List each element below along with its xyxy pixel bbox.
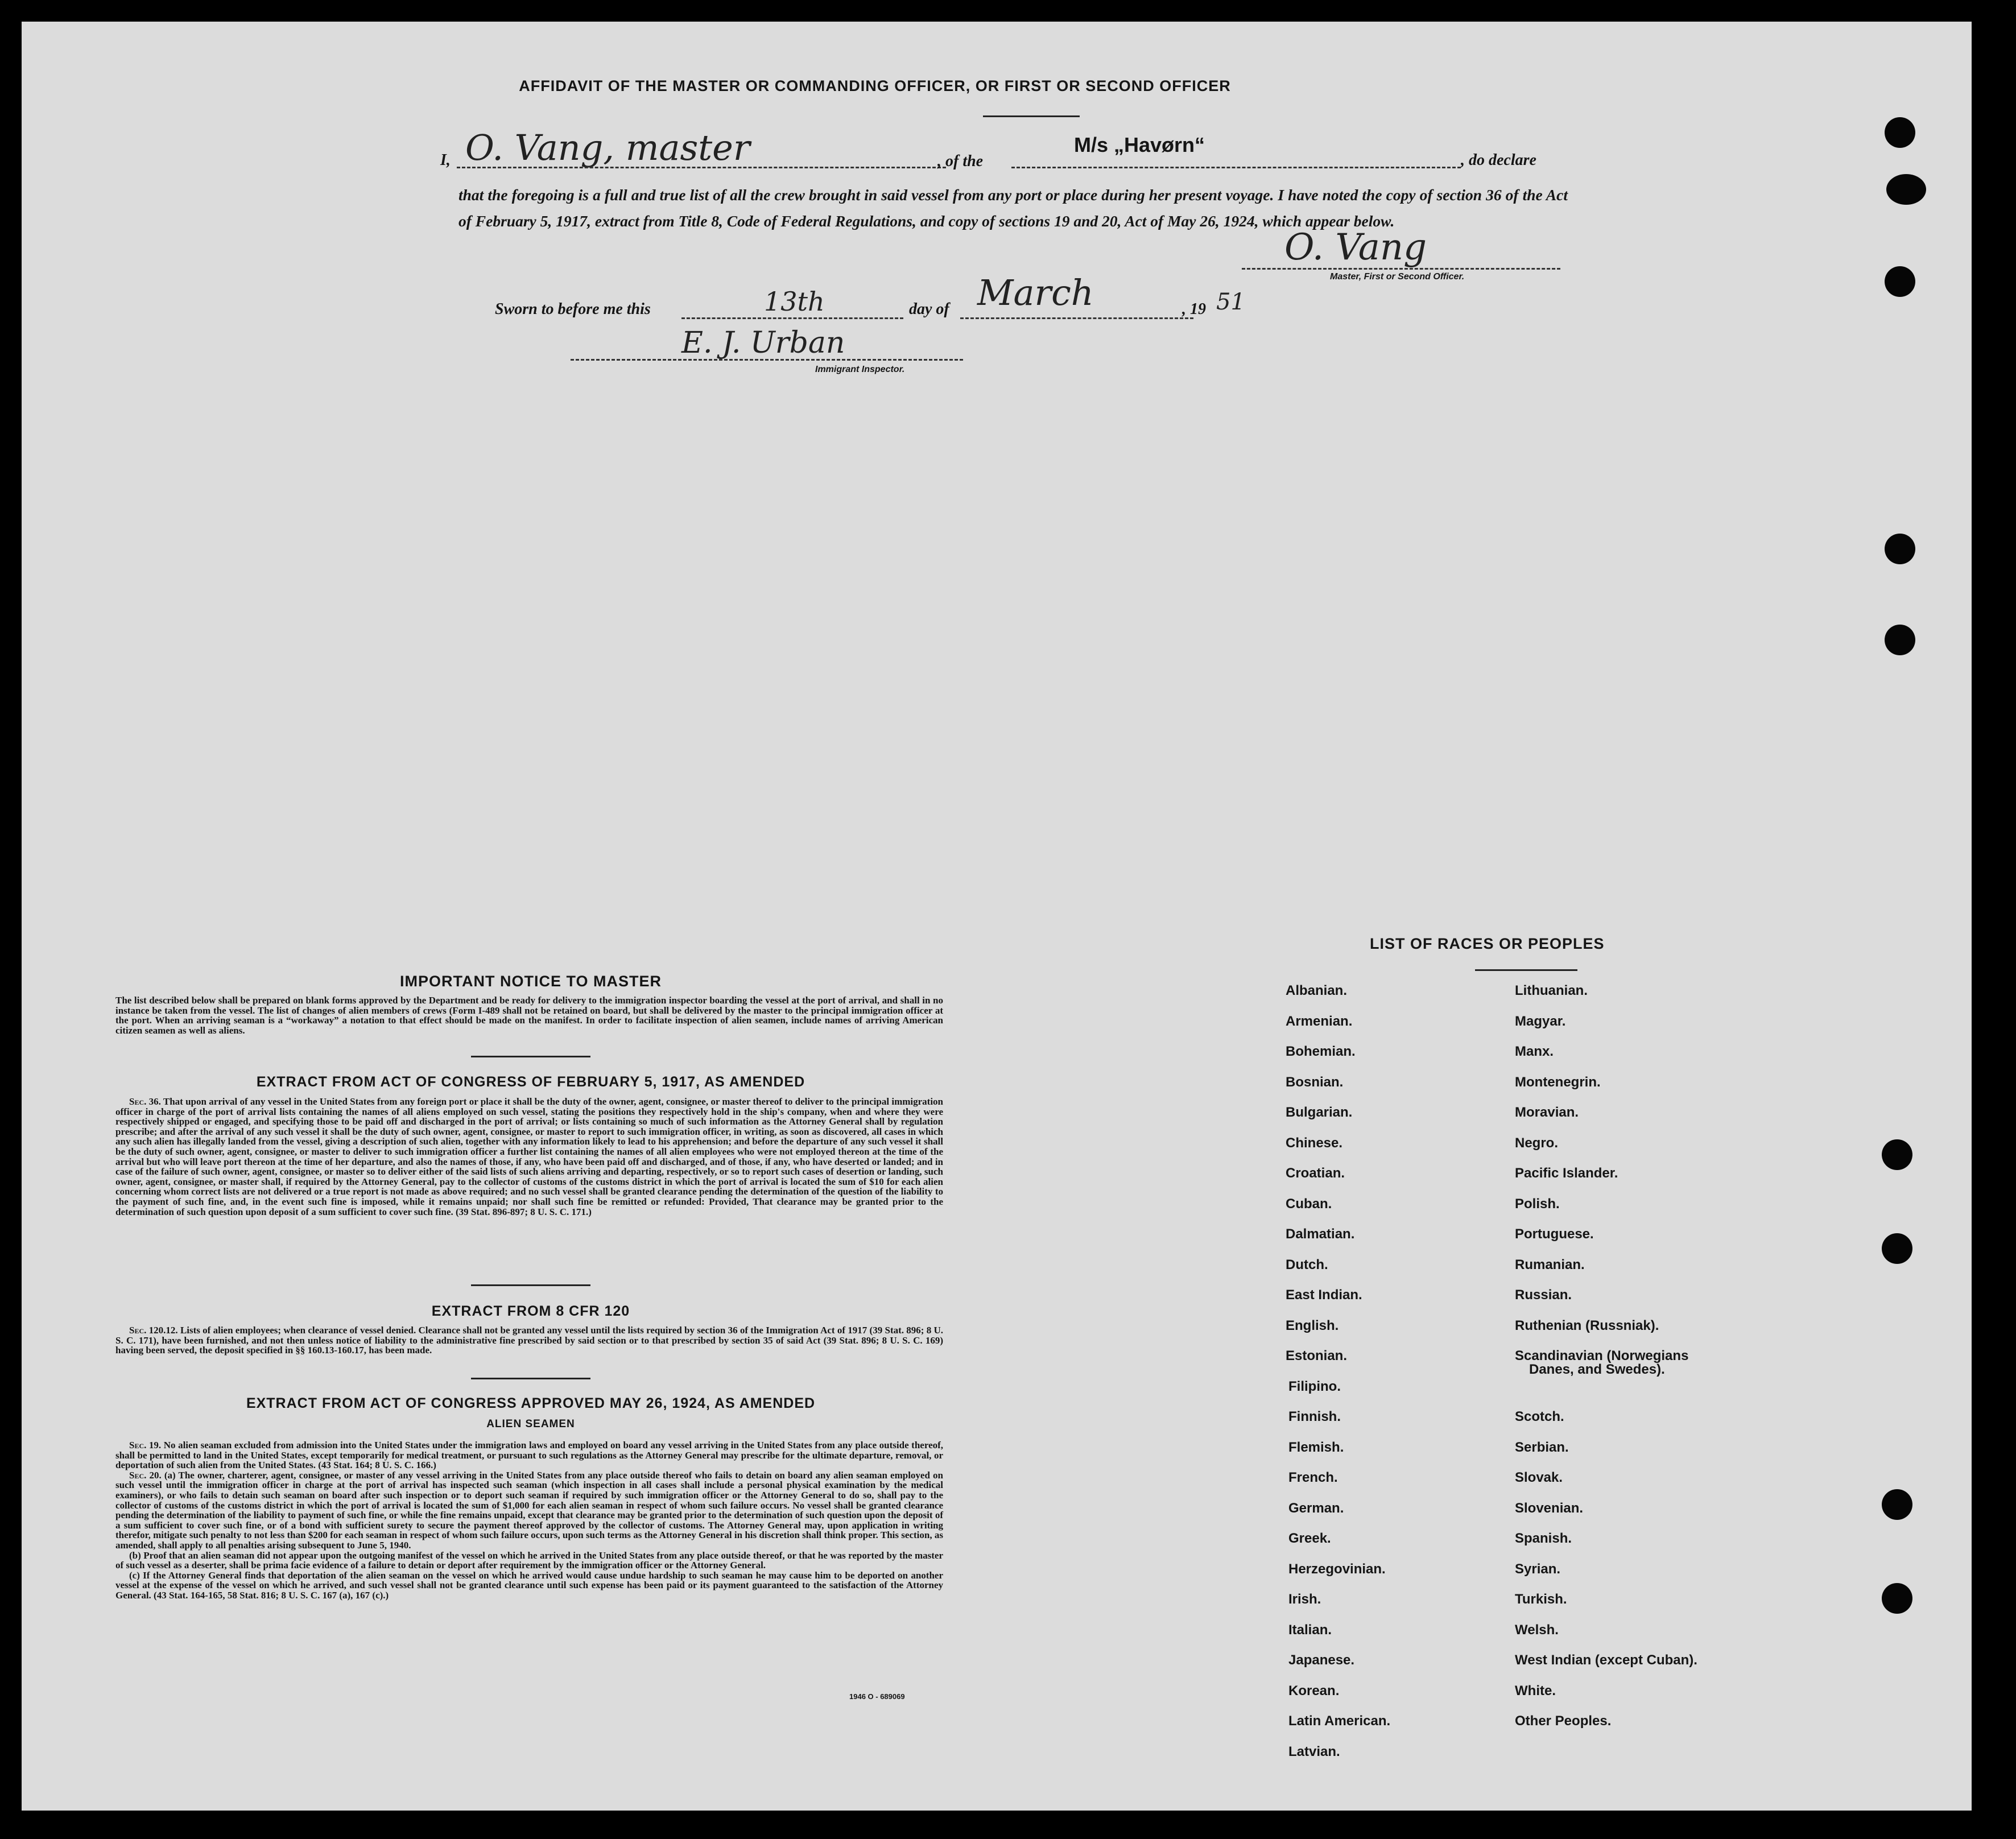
of-the-label: , of the [937, 152, 984, 170]
sec-20b-body: (b) Proof that an alien seaman did not appear upon the outgoing manifest of the vessel on which he arrived in the United States from any place outside thereof, or that he was reported by the master of such vessel as a deserter, shall be prima facie evidence of a failure to detain or deport after requirement by the immigration officer or the Attorney General. [115, 1549, 943, 1571]
punch-hole [1885, 117, 1915, 148]
affidavit-title: AFFIDAVIT OF THE MASTER OR COMMANDING OFFICER, OR FIRST OR SECOND OFFICER [519, 77, 1231, 94]
inspector-caption: Immigrant Inspector. [815, 365, 905, 374]
divider [471, 1284, 590, 1286]
vessel-line [1011, 167, 1461, 168]
race-item: Danes, and Swedes). [1529, 1362, 1665, 1377]
divider [1475, 969, 1577, 971]
sec-20-label: Sec. 20. [129, 1469, 162, 1481]
master-caption: Master, First or Second Officer. [1330, 272, 1465, 282]
notice-text: The list described below shall be prepared on blank forms approved by the Department and be ready for delivery to the immigration inspector boarding the vessel at the port of arrival, and shall in no instance be taken from the vessel. The list of changes of alien members of crews (Form I-489 shall not be retained on board, but shall be delivered by the master to the principal immigration officer at the port. When an arriving seaman is a “workaway” a notation to that effect should be made on the manifest. In order to facilitate inspection of alien seamen, include names of arriving American citizen seamen as well as aliens. [115, 995, 943, 1036]
race-item: Croatian. [1286, 1166, 1345, 1181]
race-item: Estonian. [1286, 1348, 1348, 1363]
race-item: White. [1515, 1683, 1556, 1699]
master-line [1242, 268, 1560, 270]
race-item: Korean. [1288, 1683, 1340, 1699]
master-signature: O. Vang [1284, 226, 1427, 268]
race-item: Spanish. [1515, 1531, 1572, 1546]
race-item: Armenian. [1286, 1013, 1353, 1029]
document-page [22, 22, 1972, 1811]
sec-20a-body: (a) The owner, charterer, agent, consignee, or master of any vessel arriving in the United States from any place outside thereof who fails to detain on board any alien seaman employed on such vessel until the immigration officer in charge at the port of arrival has inspected such seaman (which inspection in all cases shall include a personal physical examination by the medical examiners), or who fails to detain such seaman on board after such inspection or to deport such seaman if required by such immigration officer or the Attorney General to do so, shall pay to the collector of customs of the customs district in which the port of arrival is located the sum of $1,000 for each alien seaman in respect of whom such failure occurs. No vessel shall be granted clearance pending the determination of the liability to payment of such fine, or while the fine remains unpaid, except that clearance may be granted prior to the determination of such question upon the deposit of a sum sufficient to cover such fine, or of a bond with sufficient surety to secure the payment thereof approved by the collector of customs. The Attorney General may, upon application in writing therefor, mitigate such penalty to not less than $200 for each seaman in respect of whom such failure occurs, upon such terms as the Attorney General in his discretion shall think proper. This section, as amended, shall apply to all penalties arising subsequent to June 5, 1940. [115, 1469, 944, 1551]
divider [983, 115, 1080, 117]
race-item: Rumanian. [1515, 1257, 1585, 1272]
race-item: Welsh. [1515, 1622, 1559, 1638]
race-item: Magyar. [1515, 1013, 1566, 1029]
race-item: Negro. [1515, 1135, 1559, 1151]
punch-hole [1885, 534, 1915, 564]
race-item: Serbian. [1515, 1439, 1569, 1455]
cfr-title: EXTRACT FROM 8 CFR 120 [431, 1303, 630, 1319]
race-item: Chinese. [1286, 1135, 1343, 1151]
race-item: Bulgarian. [1286, 1105, 1353, 1120]
race-item: Manx. [1515, 1044, 1554, 1059]
punch-hole [1882, 1489, 1912, 1520]
race-item: German. [1288, 1500, 1344, 1516]
sec-20c-body: (c) If the Attorney General finds that deportation of the alien seaman on the vessel on which he arrived would cause undue hardship to such seaman he may cause him to be deported on another vessel at the expense of the vessel on which he arrived, and such vessel shall not be granted clearance until such expense has been paid or its payment guaranteed to the satisfaction of the Attorney General. (43 Stat. 164-165, 58 Stat. 816; 8 U. S. C. 167 (a), 167 (c).) [115, 1569, 943, 1601]
race-item: Lithuanian. [1515, 983, 1588, 998]
month-line [960, 317, 1193, 319]
race-item: West Indian (except Cuban). [1515, 1652, 1697, 1668]
punch-hole [1882, 1583, 1912, 1614]
race-item: Cuban. [1286, 1196, 1332, 1212]
race-item: Finnish. [1288, 1409, 1341, 1424]
sworn-year: 51 [1216, 289, 1245, 315]
punch-hole [1886, 174, 1926, 205]
race-item: Bohemian. [1286, 1044, 1356, 1059]
race-item: French. [1288, 1470, 1338, 1485]
printer-code: 1946 O - 689069 [849, 1692, 905, 1701]
race-item: Other Peoples. [1515, 1713, 1612, 1729]
sec-36-body: That upon arrival of any vessel in the United States from any foreign port or place it shall be the duty of the owner, agent, consignee, or master thereof to deliver to the principal immigration officer in charge of the port of arrival lists containing the names of all aliens employed on such vessel, stating the positions they respectively hold in the ship's company, when and where they were respectively shipped or engaged, and specifying those to be paid off and discharged in the port of arrival; or lists containing so much of such information as the Attorney General shall by regulation prescribe; and after the arrival of any such vessel it shall be the duty of such owner, agent, consignee, or master to report to such immigration officer, in writing, as soon as discovered, all cases in which any such alien has illegally landed from the vessel, giving a description of such alien, together with any information likely to lead to his apprehension; and before the departure of any such vessel it shall be the duty of such owner, agent, consignee, or master to deliver to such immigration officer a further list containing the names of all alien employees who were not employed thereon at the time of the arrival but who will leave port thereon at the time of her departure, and also the names of those, if any, who have been paid off and discharged, and of those, if any, who have deserted or landed; and in case of the failure of such owner, agent, consignee, or master so to deliver either of the said lists of such aliens arriving and departing, respectively, or so to report such cases of desertion or landing, such owner, agent, consignee, or master shall, if required by the Attorney General, pay to the collector of customs of the customs district in which the port of arrival is located the sum of $10 for each alien concerning whom correct lists are not delivered or a true report is not made as above required; and no such vessel shall be granted clearance pending the determination of the question of the liability to the payment of such fine, and, in the event such fine is imposed, while it remains unpaid; nor shall such fine be remitted or refunded: Provided, That clearance may be granted prior to the determination of such question upon deposit of a sum sufficient to cover such fine. (39 Stat. 896-897; 8 U. S. C. 171.) [115, 1096, 943, 1217]
race-item: Latvian. [1288, 1743, 1340, 1759]
extract-1917-text [115, 1097, 943, 1217]
race-item: Flemish. [1288, 1439, 1344, 1455]
race-item: Japanese. [1288, 1652, 1355, 1668]
punch-hole [1882, 1233, 1912, 1264]
race-item: East Indian. [1286, 1287, 1362, 1303]
race-item: Pacific Islander. [1515, 1166, 1618, 1181]
extract-1924-text [115, 1440, 943, 1601]
race-item: Albanian. [1286, 983, 1348, 998]
race-item: Bosnian. [1286, 1074, 1344, 1090]
affidavit-body: that the foregoing is a full and true list of all the crew brought in said vessel from any port or place during her present voyage. I have noted the copy of section 36 of the Act of February 5, 1917, extract from Title 8, Code of Federal Regulations, and copy of sections 19 and 20, Act of May 26, 1924, which appear below. [458, 186, 1568, 230]
inspector-signature: E. J. Urban [681, 326, 845, 360]
punch-hole [1885, 266, 1915, 297]
race-item: Ruthenian (Russniak). [1515, 1317, 1659, 1333]
divider [471, 1056, 590, 1057]
race-item: Montenegrin. [1515, 1074, 1601, 1090]
sec-19-label: Sec. 19. [129, 1440, 162, 1450]
race-item: Scandinavian (Norwegians [1515, 1348, 1689, 1363]
notice-title: IMPORTANT NOTICE TO MASTER [400, 973, 662, 990]
race-item: Dalmatian. [1286, 1226, 1355, 1242]
extract-1917-title: EXTRACT FROM ACT OF CONGRESS OF FEBRUARY 5, 1917, AS AMENDED [256, 1074, 805, 1090]
race-item: Slovak. [1515, 1470, 1563, 1485]
race-item: Dutch. [1286, 1257, 1328, 1272]
race-item: Portuguese. [1515, 1226, 1594, 1242]
race-item: Filipino. [1288, 1378, 1341, 1394]
day-of-label: day of [909, 300, 949, 318]
sworn-month: March [977, 272, 1094, 313]
race-item: Italian. [1288, 1622, 1332, 1638]
race-item: Moravian. [1515, 1105, 1579, 1120]
races-title: LIST OF RACES OR PEOPLES [1370, 935, 1605, 952]
race-item: Scotch. [1515, 1409, 1564, 1424]
race-item: Slovenian. [1515, 1500, 1584, 1516]
sec-19-body: No alien seaman excluded from admission into the United States under the immigration laws and employed on board any vessel arriving in the United States from any place outside thereof, shall be permitted to land in the United States, except temporarily for medical treatment, or pursuant to such regulations as the Attorney General may prescribe for the ultimate departure, removal, or deportation of such alien from the United States. (43 Stat. 164; 8 U. S. C. 166.) [115, 1440, 944, 1471]
punch-hole [1885, 625, 1915, 655]
day-line [681, 317, 903, 319]
year-prefix: , 19 [1182, 300, 1206, 318]
race-item: Latin American. [1288, 1713, 1391, 1729]
i-label: I, [440, 151, 451, 169]
sworn-day: 13th [764, 286, 825, 317]
race-item: Polish. [1515, 1196, 1560, 1212]
alien-seamen-subtitle: ALIEN SEAMEN [486, 1418, 575, 1430]
inspector-line [571, 359, 963, 361]
race-item: Greek. [1288, 1531, 1331, 1546]
race-item: Syrian. [1515, 1561, 1561, 1577]
race-item: Russian. [1515, 1287, 1572, 1303]
signer-handwriting: O. Vang, master [465, 127, 750, 168]
punch-hole [1882, 1139, 1912, 1170]
do-declare-label: , do declare [1461, 151, 1536, 169]
sec-120-label: Sec. 120.12. [129, 1325, 178, 1336]
race-item: English. [1286, 1317, 1339, 1333]
extract-1924-title: EXTRACT FROM ACT OF CONGRESS APPROVED MAY 26, 1924, AS AMENDED [246, 1395, 816, 1411]
sec-36-label: Sec. 36. [129, 1096, 161, 1107]
race-item: Irish. [1288, 1592, 1321, 1607]
divider [471, 1378, 590, 1379]
sec-120-body: Lists of alien employees; when clearance of vessel denied. Clearance shall not be granted any vessel until the lists required by section 36 of the Immigration Act of 1917 (39 Stat. 896; 8 U. S. C. 171), have been furnished, and not then unless notice of liability to the administrative fine prescribed by said section or to that prescribed by section 35 of said Act (39 Stat. 896; 8 U. S. C. 169) having been served, the deposit specified in §§ 160.13-160.17, has been made. [115, 1325, 944, 1356]
sworn-label: Sworn to before me this [495, 300, 651, 318]
cfr-text [115, 1325, 943, 1356]
race-item: Turkish. [1515, 1592, 1567, 1607]
vessel-name: M/s „Havørn“ [1074, 133, 1205, 156]
signer-line [457, 167, 946, 168]
race-item: Herzegovinian. [1288, 1561, 1386, 1577]
